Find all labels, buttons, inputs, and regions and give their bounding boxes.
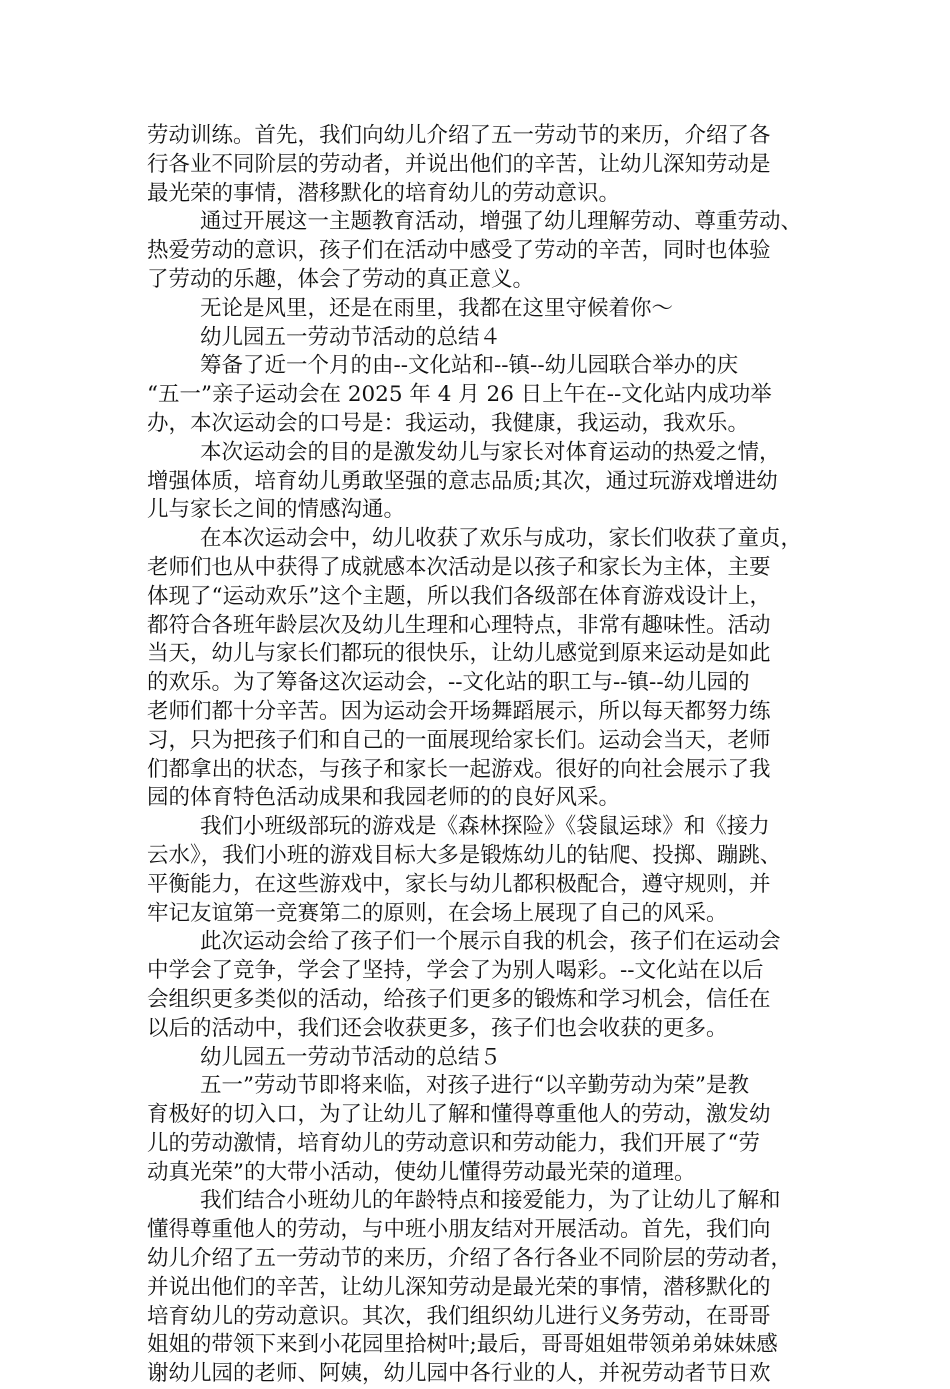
text-line: 平衡能力，在这些游戏中，家长与幼儿都积极配合，遵守规则，并 — [147, 871, 771, 897]
text-line: 我们结合小班幼儿的年龄特点和接爱能力，为了让幼儿了解和 — [200, 1188, 781, 1214]
text-line: 儿的劳动激情，培育幼儿的劳动意识和劳动能力，我们开展了“劳 — [147, 1130, 760, 1156]
text-line: 幼儿园五一劳动节活动的总结５ — [200, 1044, 502, 1070]
text-line: 筹备了近一个月的由--文化站和--镇--幼儿园联合举办的庆 — [200, 353, 739, 379]
text-line: 们都拿出的状态，与孩子和家长一起游戏。很好的向社会展示了我 — [147, 756, 771, 782]
text-line: 谢幼儿园的老师、阿姨，幼儿园中各行业的人，并祝劳动者节日欢 — [147, 1361, 771, 1387]
text-line: 习，只为把孩子们和自己的一面展现给家长们。运动会当天，老师 — [147, 727, 771, 753]
text-line: 最光荣的事情，潜移默化的培育幼儿的劳动意识。 — [147, 180, 621, 206]
text-line: 无论是风里，还是在雨里，我都在这里守候着你～ — [200, 295, 674, 321]
text-line: 幼儿介绍了五一劳动节的来历，介绍了各行各业不同阶层的劳动者， — [147, 1246, 793, 1272]
text-line: 我们小班级部玩的游戏是《森林探险》《袋鼠运球》和《接力 — [200, 814, 770, 840]
text-line: 育极好的切入口，为了让幼儿了解和懂得尊重他人的劳动，激发幼 — [147, 1102, 771, 1128]
text-line: 中学会了竞争，学会了坚持，学会了为别人喝彩。--文化站在以后 — [147, 958, 764, 984]
text-line: 儿与家长之间的情感沟通。 — [147, 497, 406, 523]
text-line: 增强体质，培育幼儿勇敢坚强的意志品质;其次，通过玩游戏增进幼 — [147, 468, 778, 494]
text-line: 五一”劳动节即将来临，对孩子进行“以辛勤劳动为荣”是教 — [200, 1073, 749, 1099]
text-line: 老师们也从中获得了成就感本次活动是以孩子和家长为主体，主要 — [147, 554, 771, 580]
text-line: 办，本次运动会的口号是：我运动，我健康，我运动，我欢乐。 — [147, 410, 750, 436]
text-line: 动真光荣”的大带小活动，使幼儿懂得劳动最光荣的道理。 — [147, 1159, 696, 1185]
text-line: 当天，幼儿与家长们都玩的很快乐，让幼儿感觉到原来运动是如此 — [147, 641, 771, 667]
text-line: 云水》，我们小班的游戏目标大多是锻炼幼儿的钻爬、投掷、蹦跳、 — [147, 842, 782, 868]
text-line: 都符合各班年龄层次及幼儿生理和心理特点，非常有趣味性。活动 — [147, 612, 771, 638]
text-line: 了劳动的乐趣，体会了劳动的真正意义。 — [147, 266, 535, 292]
text-line: 的欢乐。为了筹备这次运动会，--文化站的职工与--镇--幼儿园的 — [147, 670, 750, 696]
text-line: 并说出他们的辛苦，让幼儿深知劳动是最光荣的事情，潜移默化的 — [147, 1274, 771, 1300]
text-line: 热爱劳动的意识，孩子们在活动中感受了劳动的辛苦，同时也体验 — [147, 238, 771, 264]
text-line: 会组织更多类似的活动，给孩子们更多的锻炼和学习机会，信任在 — [147, 986, 771, 1012]
text-line: 培育幼儿的劳动意识。其次，我们组织幼儿进行义务劳动，在哥哥 — [147, 1303, 771, 1329]
text-line: 本次运动会的目的是激发幼儿与家长对体育运动的热爱之情， — [200, 439, 781, 465]
text-line: 通过开展这一主题教育活动，增强了幼儿理解劳动、尊重劳动、 — [200, 209, 803, 235]
text-line: 牢记友谊第一竞赛第二的原则，在会场上展现了自己的风采。 — [147, 900, 728, 926]
text-line: “五一”亲子运动会在 2025 年 4 月 26 日上午在--文化站内成功举 — [147, 382, 772, 408]
text-line: 幼儿园五一劳动节活动的总结４ — [200, 324, 502, 350]
text-line: 在本次运动会中，幼儿收获了欢乐与成功，家长们收获了童贞， — [200, 526, 803, 552]
document-body — [147, 122, 827, 1389]
text-line: 以后的活动中，我们还会收获更多，孩子们也会收获的更多。 — [147, 1015, 728, 1041]
text-line: 老师们都十分辛苦。因为运动会开场舞蹈展示，所以每天都努力练 — [147, 698, 771, 724]
text-line: 懂得尊重他人的劳动，与中班小朋友结对开展活动。首先，我们向 — [147, 1217, 771, 1243]
text-line: 劳动训练。首先，我们向幼儿介绍了五一劳动节的来历，介绍了各 — [147, 123, 771, 148]
text-line: 姐姐的带领下来到小花园里拾树叶;最后，哥哥姐姐带领弟弟妹妹感 — [147, 1332, 778, 1358]
text-line: 园的体育特色活动成果和我园老师的的良好风采。 — [147, 785, 621, 811]
text-line: 此次运动会给了孩子们一个展示自我的机会，孩子们在运动会 — [200, 929, 781, 955]
text-line: 体现了“运动欢乐”这个主题，所以我们各级部在体育游戏设计上， — [147, 583, 771, 609]
text-line: 行各业不同阶层的劳动者，并说出他们的辛苦，让幼儿深知劳动是 — [147, 151, 771, 177]
